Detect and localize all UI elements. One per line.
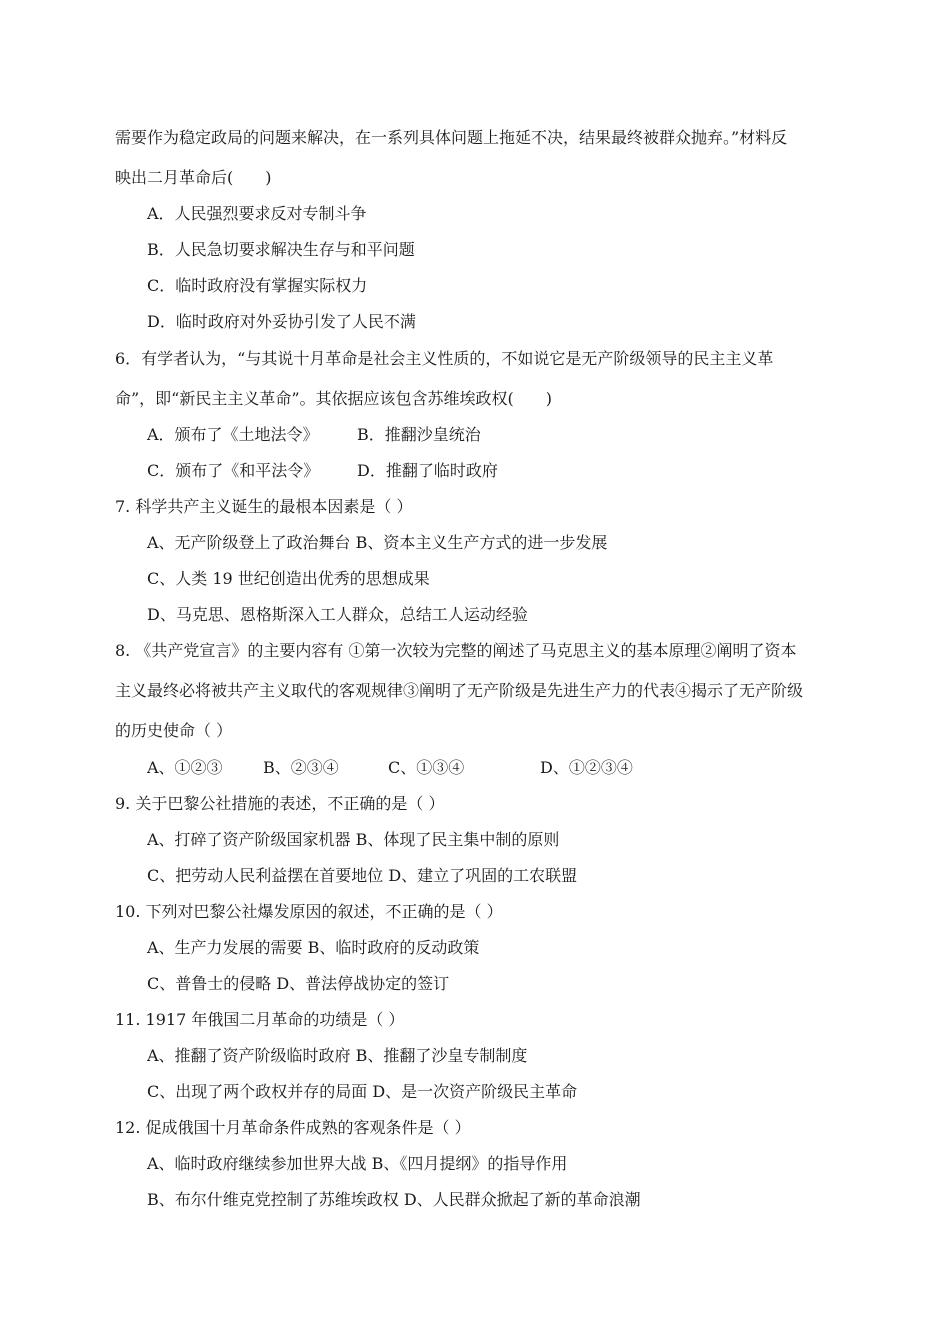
q5-option-d: D．临时政府对外妥协引发了人民不满 — [147, 312, 416, 331]
q6-option-c: C．颁布了《和平法令》 — [147, 461, 320, 480]
q5-option-c: C．临时政府没有掌握实际权力 — [147, 276, 368, 295]
question-10-stem: 10. 下列对巴黎公社爆发原因的叙述，不正确的是（ ） — [115, 902, 503, 921]
question-9-stem: 9. 关于巴黎公社措施的表述，不正确的是（ ） — [115, 794, 445, 813]
q8-option-c: C、①③④ — [388, 758, 465, 777]
question-6-stem-cont: 命”，即“新民主主义革命”。其依据应该包含苏维埃政权( ) — [115, 389, 553, 408]
q6-option-a: A．颁布了《土地法令》 — [147, 425, 319, 444]
q9-options-cd: C、把劳动人民利益摆在首要地位 D、建立了巩固的工农联盟 — [147, 866, 578, 885]
q6-option-b: B．推翻沙皇统治 — [357, 425, 481, 444]
q8-option-b: B、②③④ — [263, 758, 339, 777]
question-5-stem-end: 映出二月革命后( ) — [115, 168, 272, 187]
q9-options-ab: A、打碎了资产阶级国家机器 B、体现了民主集中制的原则 — [147, 830, 560, 849]
question-7-stem: 7. 科学共产主义诞生的最根本因素是（ ） — [115, 497, 413, 516]
q7-options-ab: A、无产阶级登上了政治舞台 B、资本主义生产方式的进一步发展 — [147, 533, 608, 552]
q5-option-b: B．人民急切要求解决生存与和平问题 — [147, 240, 415, 259]
q12-options-cd: B、布尔什维克党控制了苏维埃政权 D、人民群众掀起了新的革命浪潮 — [147, 1190, 641, 1209]
q8-option-a: A、①②③ — [147, 758, 223, 777]
q12-options-ab: A、临时政府继续参加世界大战 B、《四月提纲》的指导作用 — [147, 1154, 568, 1173]
question-8-stem: 8. 《共产党宣言》的主要内容有 ①第一次较为完整的阐述了马克思主义的基本原理②阐明了资本 — [115, 641, 797, 660]
q7-option-d: D、马克思、恩格斯深入工人群众，总结工人运动经验 — [147, 605, 528, 624]
q11-options-cd: C、出现了两个政权并存的局面 D、是一次资产阶级民主革命 — [147, 1082, 578, 1101]
q10-options-ab: A、生产力发展的需要 B、临时政府的反动政策 — [147, 938, 480, 957]
question-6-stem: 6．有学者认为，“与其说十月革命是社会主义性质的，不如说它是无产阶级领导的民主主义革 — [115, 349, 774, 368]
question-8-stem-end: 的历史使命（ ） — [115, 721, 233, 740]
question-5-text-cont: 需要作为稳定政局的问题来解决，在一系列具体问题上拖延不决，结果最终被群众抛弃。”材料反 — [115, 128, 788, 147]
question-12-stem: 12. 促成俄国十月革命条件成熟的客观条件是（ ） — [115, 1118, 471, 1137]
q10-options-cd: C、普鲁士的侵略 D、普法停战协定的签订 — [147, 974, 450, 993]
q5-option-a: A．人民强烈要求反对专制斗争 — [147, 204, 367, 223]
q11-options-ab: A、推翻了资产阶级临时政府 B、推翻了沙皇专制制度 — [147, 1046, 528, 1065]
question-11-stem: 11. 1917 年俄国二月革命的功绩是（ ） — [115, 1010, 405, 1029]
q7-option-c: C、人类 19 世纪创造出优秀的思想成果 — [147, 569, 430, 588]
q8-option-d: D、①②③④ — [540, 758, 633, 777]
q6-option-d: D．推翻了临时政府 — [357, 461, 498, 480]
question-8-stem-cont: 主义最终必将被共产主义取代的客观规律③阐明了无产阶级是先进生产力的代表④揭示了无产阶级 — [115, 681, 804, 700]
